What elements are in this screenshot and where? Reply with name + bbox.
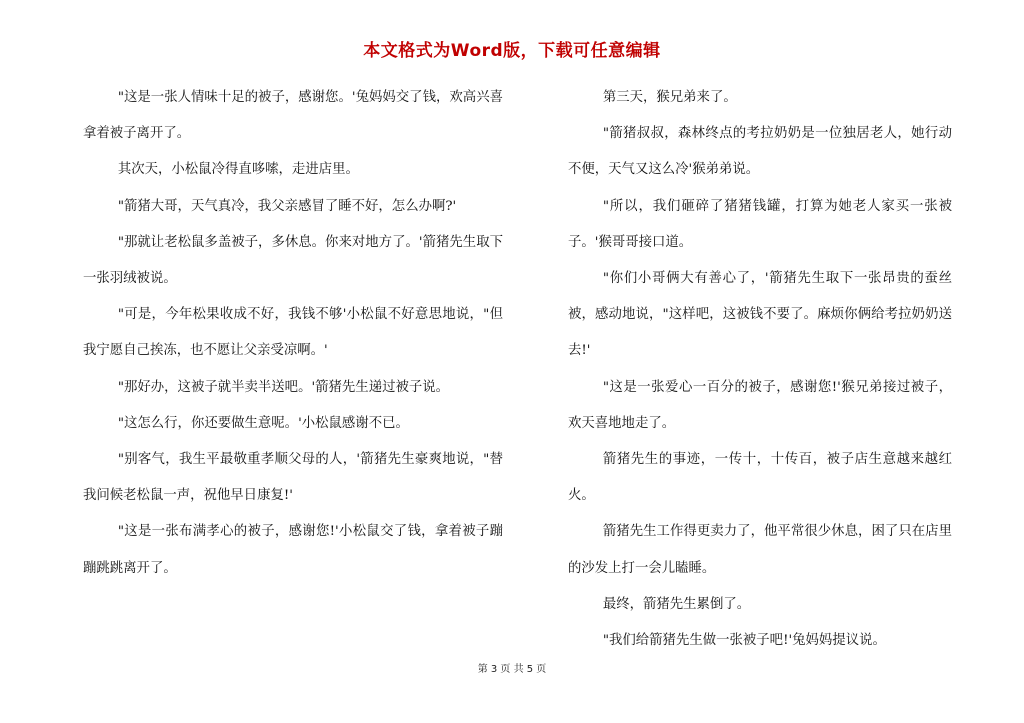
paragraph: "这是一张布满孝心的被子，感谢您!'小松鼠交了钱，拿着被子蹦蹦跳跳离开了。 <box>83 524 503 576</box>
paragraph: "我们给箭猪先生做一张被子吧!'兔妈妈提议说。 <box>602 633 886 649</box>
right-text-column <box>568 80 952 659</box>
paragraph: "箭猪大哥，天气真冷，我父亲感冒了睡不好，怎么办啊?' <box>117 198 457 214</box>
paragraph: "这是一张人情味十足的被子，感谢您。'兔妈妈交了钱，欢高兴喜拿着被子离开了。 <box>83 90 503 142</box>
paragraph: "那就让老松鼠多盖被子，多休息。你来对地方了。'箭猪先生取下一张羽绒被说。 <box>83 234 503 287</box>
paragraph: "你们小哥俩大有善心了，'箭猪先生取下一张昂贵的蚕丝被，感动地说，"这样吧，这被钱不要了。麻烦你俩给考拉奶奶送去!' <box>568 271 952 359</box>
paragraph: "所以，我们砸碎了猪猪钱罐，打算为她老人家买一张被子。'猴哥哥接口道。 <box>568 198 952 250</box>
paragraph: "那好办，这被子就半卖半送吧。'箭猪先生递过被子说。 <box>117 379 450 395</box>
page-number-footer: 第 3 页 共 5 页 <box>477 664 547 675</box>
paragraph: "别客气，我生平最敬重孝顺父母的人，'箭猪先生豪爽地说，"替我问候老松鼠一声，祝他早日康复!' <box>83 452 503 504</box>
paragraph: 第三天，猴兄弟来了。 <box>602 90 737 105</box>
paragraph: "这怎么行，你还要做生意呢。'小松鼠感谢不已。 <box>117 415 409 431</box>
document-header-title: 本文格式为Word版，下载可任意编辑 <box>363 41 661 61</box>
paragraph: "这是一张爱心一百分的被子，感谢您!'猴兄弟接过被子，欢天喜地地走了。 <box>568 379 952 431</box>
paragraph: "箭猪叔叔，森林终点的考拉奶奶是一位独居老人，她行动不便，天气又这么冷'猴弟弟说。 <box>568 126 952 178</box>
paragraph: 箭猪先生的事迹，一传十，十传百，被子店生意越来越红火。 <box>568 452 952 504</box>
paragraph: 箭猪先生工作得更卖力了，他平常很少休息，困了只在店里的沙发上打一会儿瞌睡。 <box>568 524 952 576</box>
paragraph: "可是，今年松果收成不好，我钱不够'小松鼠不好意思地说，"但我宁愿自己挨冻，也不愿让父亲受凉啊。' <box>83 307 503 359</box>
left-text-column <box>83 80 503 587</box>
paragraph: 最终，箭猪先生累倒了。 <box>602 596 751 612</box>
paragraph: 其次天，小松鼠冷得直哆嗦，走进店里。 <box>117 162 359 178</box>
